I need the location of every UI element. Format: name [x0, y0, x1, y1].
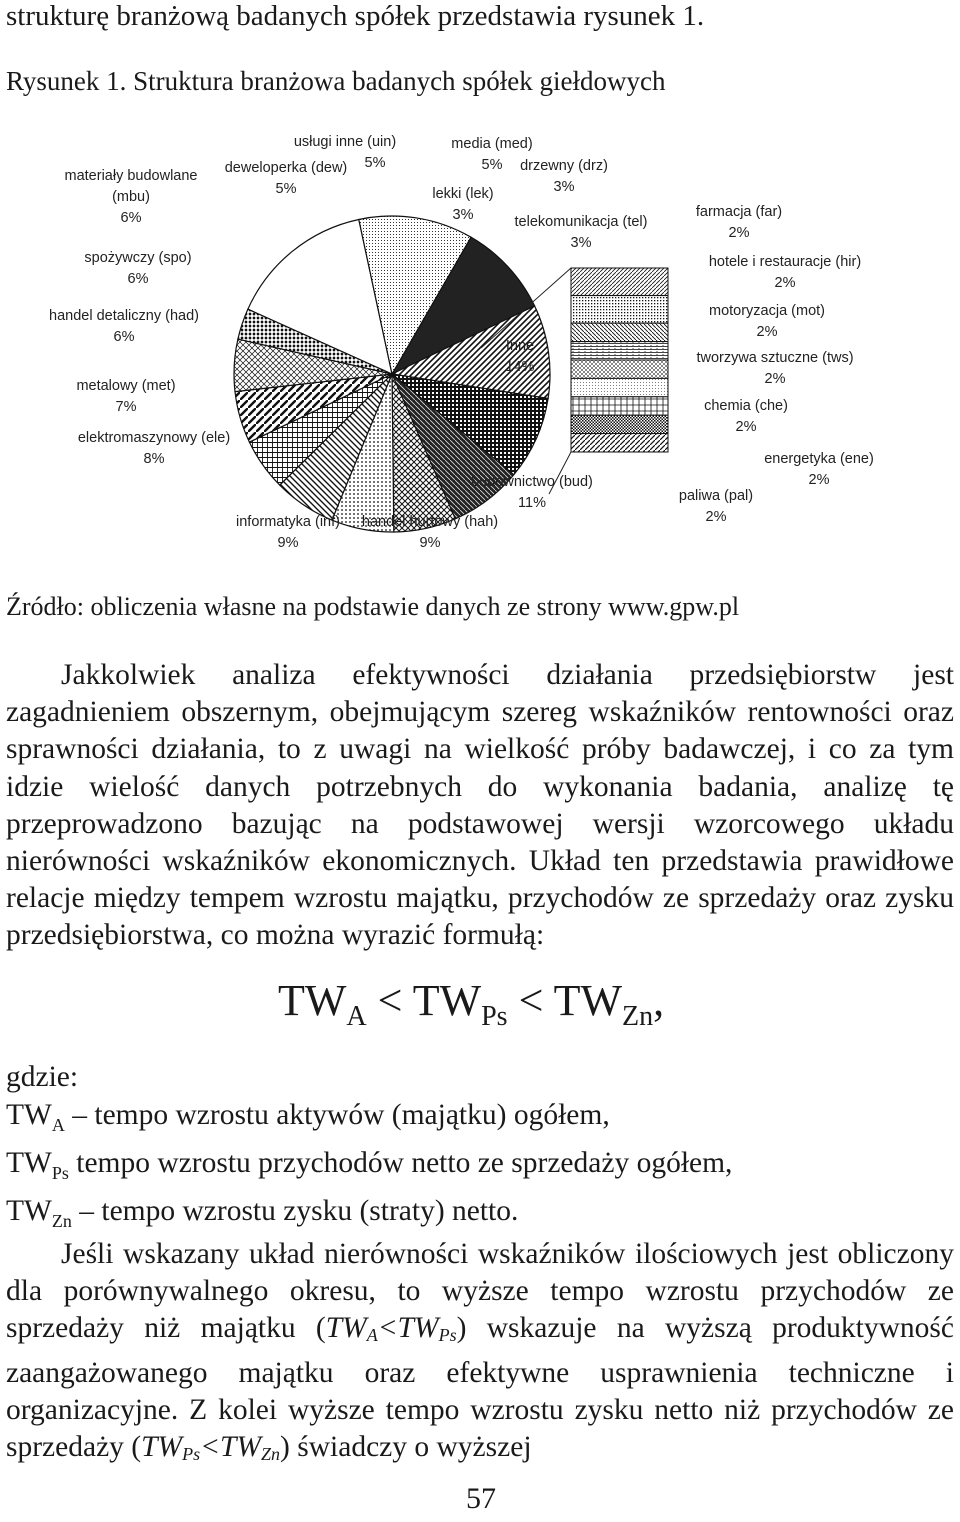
definitions: [6, 1058, 732, 1240]
chart-label: 2%: [728, 225, 750, 241]
formula-tw-ps: $TW_{Ps}$: [412, 976, 508, 1032]
inne-bar-blocks: [571, 268, 668, 452]
chart-label: materiały budowlane: [64, 168, 198, 184]
inne-bar-block: [571, 342, 668, 360]
chart-label: 3%: [570, 235, 592, 251]
chart-label: 9%: [277, 535, 299, 551]
inne-bar-block: [571, 415, 668, 433]
chart-label: drzewny (drz): [520, 158, 608, 174]
chart-label: 5%: [481, 157, 503, 173]
chart-label: 2%: [705, 509, 727, 525]
formula-tw-zn: $TW_{Zn}$,: [553, 976, 665, 1032]
definition-tw-zn: $TW_{Zn}$ – tempo wzrostu zysku (straty) netto.: [6, 1194, 519, 1231]
chart-label: spożywczy (spo): [84, 250, 192, 266]
chart-label: 5%: [275, 181, 297, 197]
definitions-heading: gdzie:: [6, 1061, 79, 1093]
chart-label: budownictwo (bud): [471, 474, 593, 490]
top-text-line: strukturę branżową badanych spółek przedstawia rysunek 1.: [6, 0, 705, 32]
chart-label: 3%: [553, 179, 575, 195]
chart-label: lekki (lek): [432, 186, 494, 202]
inne-bar-block: [571, 296, 668, 324]
chart-label: 9%: [419, 535, 441, 551]
chart-label: Inne: [505, 338, 535, 354]
chart-label: 5%: [364, 155, 386, 171]
chart-label: 14%: [505, 359, 535, 375]
definition-tw-a: $TW_A$ – tempo wzrostu aktywów (majątku) ogółem,: [6, 1099, 610, 1135]
formula-lt-2: <: [518, 976, 544, 1025]
chart-label: energetyka (ene): [764, 451, 874, 467]
chart-label: 11%: [518, 495, 546, 511]
chart-label: 8%: [143, 451, 165, 467]
chart-label: 3%: [452, 207, 474, 223]
chart-label: 2%: [756, 324, 778, 340]
figure-source: Źródło: obliczenia własne na podstawie danych ze strony www.gpw.pl: [6, 592, 740, 621]
chart-label: hotele i restauracje (hir): [708, 254, 862, 270]
chart-label: elektromaszynowy (ele): [77, 430, 231, 446]
formula-tw-a: $TW_A$: [278, 976, 367, 1032]
chart-label: 6%: [113, 329, 135, 345]
chart-label: 2%: [735, 419, 757, 435]
chart-label: 6%: [127, 271, 149, 287]
inne-bar-block: [571, 360, 668, 378]
inne-bar-block: [571, 397, 668, 415]
paragraph-1: [6, 657, 954, 955]
chart-label: deweloperka (dew): [224, 160, 348, 176]
formula: [278, 975, 664, 1033]
chart-label: tworzywa sztuczne (tws): [696, 350, 854, 366]
page-number: 57: [466, 1482, 496, 1515]
chart-label: motoryzacja (mot): [708, 303, 826, 319]
chart-label: handel hurtowy (hah): [361, 514, 499, 530]
formula-lt-1: <: [377, 976, 403, 1025]
chart-label: (mbu): [112, 189, 150, 205]
inne-bar-block: [571, 268, 668, 296]
definition-tw-ps: $TW_{Ps}$ tempo wzrostu przychodów netto ze sprzedaży ogółem,: [6, 1146, 733, 1183]
chart-label: 2%: [764, 371, 786, 387]
chart-label: informatyka (inf): [236, 514, 340, 530]
inne-bar-block: [571, 323, 668, 341]
chart-label: handel detaliczny (had): [49, 308, 199, 324]
inne-bar-block: [571, 434, 668, 452]
chart-label: paliwa (pal): [678, 488, 754, 504]
pie-chart: [0, 120, 960, 570]
chart-label: chemia (che): [704, 398, 788, 414]
chart-label: usługi inne (uin): [293, 134, 397, 150]
chart-label: media (med): [451, 136, 533, 152]
paragraph-2: Jeśli wskazany układ nierówności wskaźników ilościowych jest obliczony dla porównywalnego okresu, to wyższe tempo wzrostu przychodów ze sprzedaży niż majątku (TWA<TWPs) wskazuje na wyższą produktywność zaangażowanego majątku oraz efektywne usprawnienia techniczne i organizacyjne. Z kolei wyższe tempo wzrostu zysku netto niż przychodów ze sprzedaży (TWPs<TWZn) świadczy o wyższej: [6, 1238, 954, 1465]
inne-bar-block: [571, 378, 668, 396]
chart-label: metalowy (met): [76, 378, 176, 394]
paragraph-1-text: Jakkolwiek analiza efektywności działania przedsiębiorstw jest zagadnieniem obszernym, obejmującym szereg wskaźników rentowności oraz sprawności działania, to z uwagi na wielkość próby badawczej, i co za tym idzie wielość danych potrzebnych do wykonania badania, analizę tę przeprowadzono bazując na podstawowej wersji wzorcowego układu nierówności wskaźników ekonomicznych. Układ ten przedstawia prawidłowe relacje między tempem wzrostu majątku, przychodów ze sprzedaży oraz zysku przedsiębiorstwa, co można wyrazić formułą:: [6, 659, 954, 952]
chart-label: 7%: [115, 399, 137, 415]
chart-label: 2%: [774, 275, 796, 291]
chart-label: 2%: [808, 472, 830, 488]
figure-title: Rysunek 1. Struktura branżowa badanych spółek giełdowych: [6, 66, 666, 96]
chart-label: farmacja (far): [695, 204, 783, 220]
chart-label: 6%: [120, 210, 142, 226]
chart-label: telekomunikacja (tel): [514, 214, 648, 230]
